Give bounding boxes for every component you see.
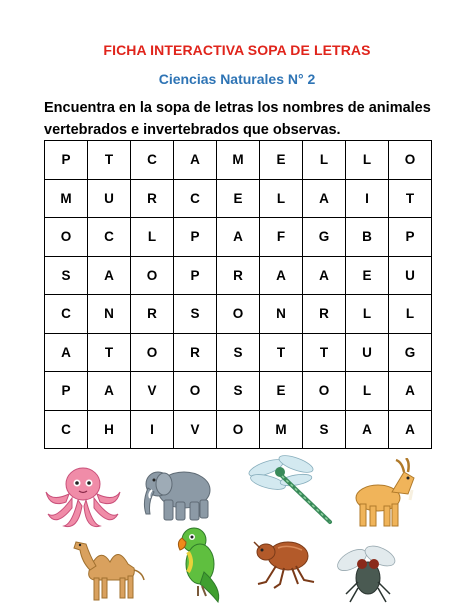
- instructions-line-1: Encuentra en la sopa de letras los nombres de animales: [44, 100, 431, 116]
- grid-row: [45, 141, 432, 180]
- grid-cell[interactable]: A: [346, 410, 389, 449]
- grid-cell[interactable]: O: [131, 256, 174, 295]
- grid-cell[interactable]: A: [303, 256, 346, 295]
- dragonfly-picture: [246, 452, 336, 526]
- grid-cell[interactable]: A: [217, 218, 260, 257]
- grid-cell[interactable]: U: [389, 256, 432, 295]
- grid-cell[interactable]: O: [131, 333, 174, 372]
- goat-picture: [348, 458, 420, 530]
- grid-row: [45, 333, 432, 372]
- grid-cell[interactable]: S: [45, 256, 88, 295]
- grid-cell[interactable]: C: [174, 179, 217, 218]
- grid-cell[interactable]: A: [45, 333, 88, 372]
- grid-cell[interactable]: V: [131, 372, 174, 411]
- grid-cell[interactable]: L: [389, 295, 432, 334]
- grid-row: [45, 410, 432, 449]
- grid-row: [45, 295, 432, 334]
- grid-cell[interactable]: S: [303, 410, 346, 449]
- grid-cell[interactable]: U: [88, 179, 131, 218]
- grid-cell[interactable]: S: [217, 372, 260, 411]
- grid-cell[interactable]: V: [174, 410, 217, 449]
- grid-cell[interactable]: O: [303, 372, 346, 411]
- grid-cell[interactable]: P: [45, 141, 88, 180]
- grid-cell[interactable]: B: [346, 218, 389, 257]
- grid-cell[interactable]: P: [389, 218, 432, 257]
- grid-cell[interactable]: A: [88, 372, 131, 411]
- animal-pictures: [0, 450, 474, 611]
- grid-cell[interactable]: T: [88, 141, 131, 180]
- grid-cell[interactable]: L: [346, 295, 389, 334]
- fly-picture: [332, 542, 402, 606]
- grid-cell[interactable]: R: [217, 256, 260, 295]
- instructions: [44, 97, 444, 141]
- grid-cell[interactable]: E: [260, 372, 303, 411]
- grid-cell[interactable]: M: [45, 179, 88, 218]
- grid-cell[interactable]: U: [346, 333, 389, 372]
- grid-cell[interactable]: A: [260, 256, 303, 295]
- grid-cell[interactable]: R: [131, 295, 174, 334]
- grid-cell[interactable]: O: [174, 372, 217, 411]
- grid-cell[interactable]: C: [45, 410, 88, 449]
- grid-cell[interactable]: A: [389, 410, 432, 449]
- grid-cell[interactable]: O: [389, 141, 432, 180]
- grid-cell[interactable]: L: [346, 141, 389, 180]
- octopus-picture: [42, 462, 124, 530]
- grid-cell[interactable]: N: [88, 295, 131, 334]
- grid-cell[interactable]: S: [174, 295, 217, 334]
- grid-cell[interactable]: A: [303, 179, 346, 218]
- instructions-line-2: vertebrados e invertebrados que observas.: [44, 122, 341, 138]
- grid-cell[interactable]: P: [45, 372, 88, 411]
- grid-cell[interactable]: L: [131, 218, 174, 257]
- grid-cell[interactable]: L: [346, 372, 389, 411]
- grid-cell[interactable]: M: [217, 141, 260, 180]
- grid-cell[interactable]: G: [303, 218, 346, 257]
- grid-row: [45, 372, 432, 411]
- grid-cell[interactable]: T: [88, 333, 131, 372]
- grid-cell[interactable]: C: [131, 141, 174, 180]
- grid-row: [45, 218, 432, 257]
- grid-cell[interactable]: N: [260, 295, 303, 334]
- grid-cell[interactable]: R: [303, 295, 346, 334]
- grid-cell[interactable]: T: [303, 333, 346, 372]
- grid-cell[interactable]: P: [174, 256, 217, 295]
- grid-cell[interactable]: R: [131, 179, 174, 218]
- grid-cell[interactable]: A: [174, 141, 217, 180]
- grid-cell[interactable]: E: [260, 141, 303, 180]
- grid-cell[interactable]: I: [346, 179, 389, 218]
- flea-picture: [252, 530, 316, 590]
- grid-cell[interactable]: E: [217, 179, 260, 218]
- grid-cell[interactable]: I: [131, 410, 174, 449]
- grid-cell[interactable]: P: [174, 218, 217, 257]
- grid-cell[interactable]: C: [88, 218, 131, 257]
- grid-cell[interactable]: C: [45, 295, 88, 334]
- grid-cell[interactable]: M: [260, 410, 303, 449]
- grid-cell[interactable]: A: [88, 256, 131, 295]
- grid-cell[interactable]: L: [303, 141, 346, 180]
- grid-cell[interactable]: A: [389, 372, 432, 411]
- grid-cell[interactable]: G: [389, 333, 432, 372]
- worksheet-title: FICHA INTERACTIVA SOPA DE LETRAS: [103, 42, 371, 58]
- parrot-picture: [172, 522, 232, 606]
- grid-cell[interactable]: L: [260, 179, 303, 218]
- grid-row: [45, 179, 432, 218]
- elephant-picture: [140, 462, 216, 524]
- grid-cell[interactable]: S: [217, 333, 260, 372]
- grid-cell[interactable]: T: [389, 179, 432, 218]
- grid-cell[interactable]: O: [217, 410, 260, 449]
- grid-cell[interactable]: F: [260, 218, 303, 257]
- grid-cell[interactable]: O: [217, 295, 260, 334]
- grid-cell[interactable]: R: [174, 333, 217, 372]
- grid-cell[interactable]: E: [346, 256, 389, 295]
- grid-cell[interactable]: O: [45, 218, 88, 257]
- grid-cell[interactable]: H: [88, 410, 131, 449]
- word-search-grid: [44, 140, 432, 449]
- worksheet-subtitle: Ciencias Naturales N° 2: [158, 71, 316, 87]
- grid-row: [45, 256, 432, 295]
- camel-picture: [70, 532, 160, 602]
- grid-cell[interactable]: T: [260, 333, 303, 372]
